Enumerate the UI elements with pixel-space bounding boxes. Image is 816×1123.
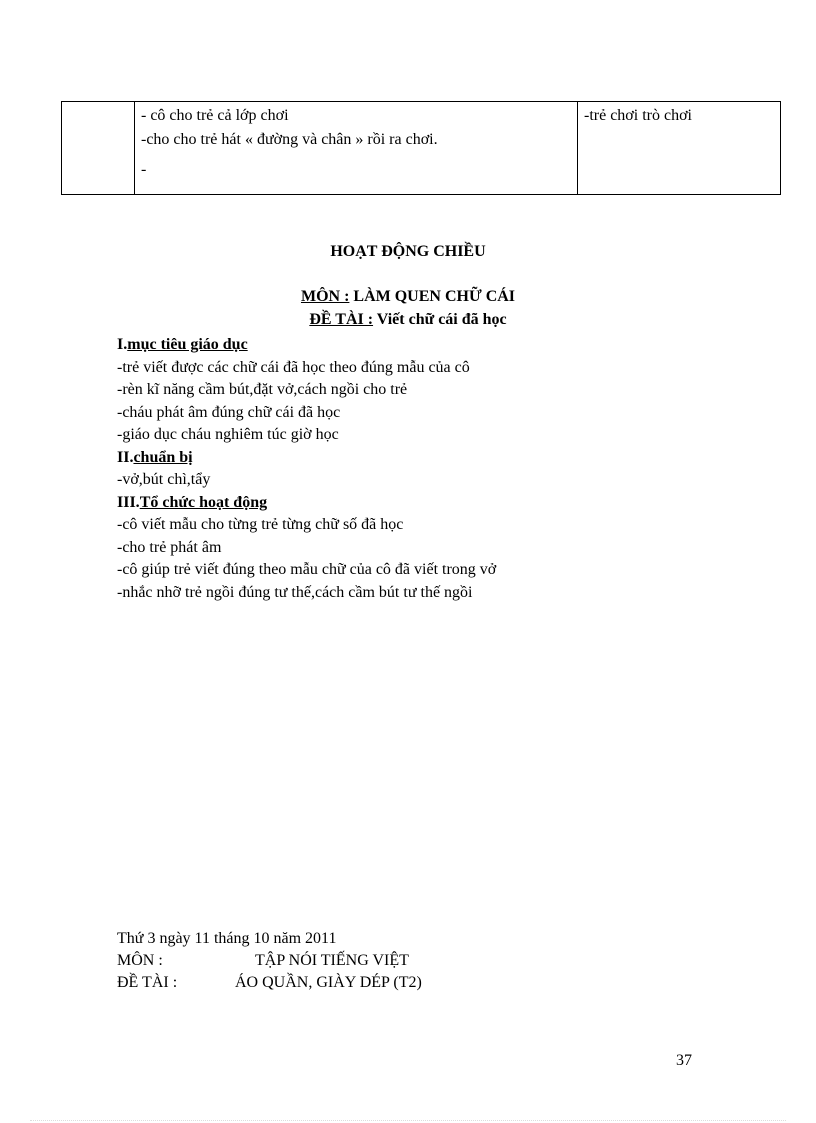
table-cell-empty [62,102,135,195]
topic-heading [0,311,816,329]
list-item: -cho trẻ phát âm [117,538,222,556]
subject-label: MÔN : [300,288,350,305]
subject-heading [0,288,816,306]
page-bottom-border [30,1120,786,1121]
next-subject: MÔN : TẬP NÓI TIẾNG VIỆT [117,952,409,969]
list-item: -nhắc nhỡ trẻ ngồi đúng tư thế,cách cầm bút tư thế ngồi [117,583,473,601]
lesson-body [117,334,637,604]
list-item: -cô viết mẫu cho từng trẻ từng chữ số đã học [117,516,404,533]
next-topic: ĐỀ TÀI : ÁO QUẦN, GIÀY DÉP (T2) [117,974,422,991]
section-heading: III.Tổ chức hoạt động [117,493,268,511]
lesson-date: Thứ 3 ngày 11 tháng 10 năm 2011 [117,930,337,947]
table-cell-children [578,102,781,195]
table-line: -trẻ chơi trò chơi [584,107,692,124]
list-item: -cháu phát âm đúng chữ cái đã học [117,403,341,421]
page-number: 37 [676,1052,692,1069]
subject-value: LÀM QUEN CHỮ CÁI [353,288,516,305]
next-lesson-header [117,928,422,994]
list-item: -cô giúp trẻ viết đúng theo mẫu chữ của cô đã viết trong vở [117,561,497,578]
table-cell-activities [135,102,578,195]
table-line: - [141,161,147,178]
table-line: -cho cho trẻ hát « đường và chân » rồi ra chơi. [141,131,438,148]
table-row [62,102,781,195]
activity-table [61,101,781,195]
topic-value: Viết chữ cái đã học [376,311,507,328]
topic-label: ĐỀ TÀI : [309,311,374,328]
section-heading: II.chuẩn bị [117,448,193,466]
page-title: HOẠT ĐỘNG CHIỀU [330,243,486,260]
table-line: - cô cho trẻ cả lớp chơi [141,107,289,124]
list-item: -trẻ viết được các chữ cái đã học theo đúng mẫu của cô [117,358,470,376]
list-item: -rèn kĩ năng cầm bút,đặt vở,cách ngồi cho trẻ [117,381,408,398]
section-heading: I.mục tiêu giáo dục [117,336,248,353]
list-item: -giáo dục cháu nghiêm túc giờ học [117,426,339,443]
list-item: -vở,bút chì,tẩy [117,471,211,488]
